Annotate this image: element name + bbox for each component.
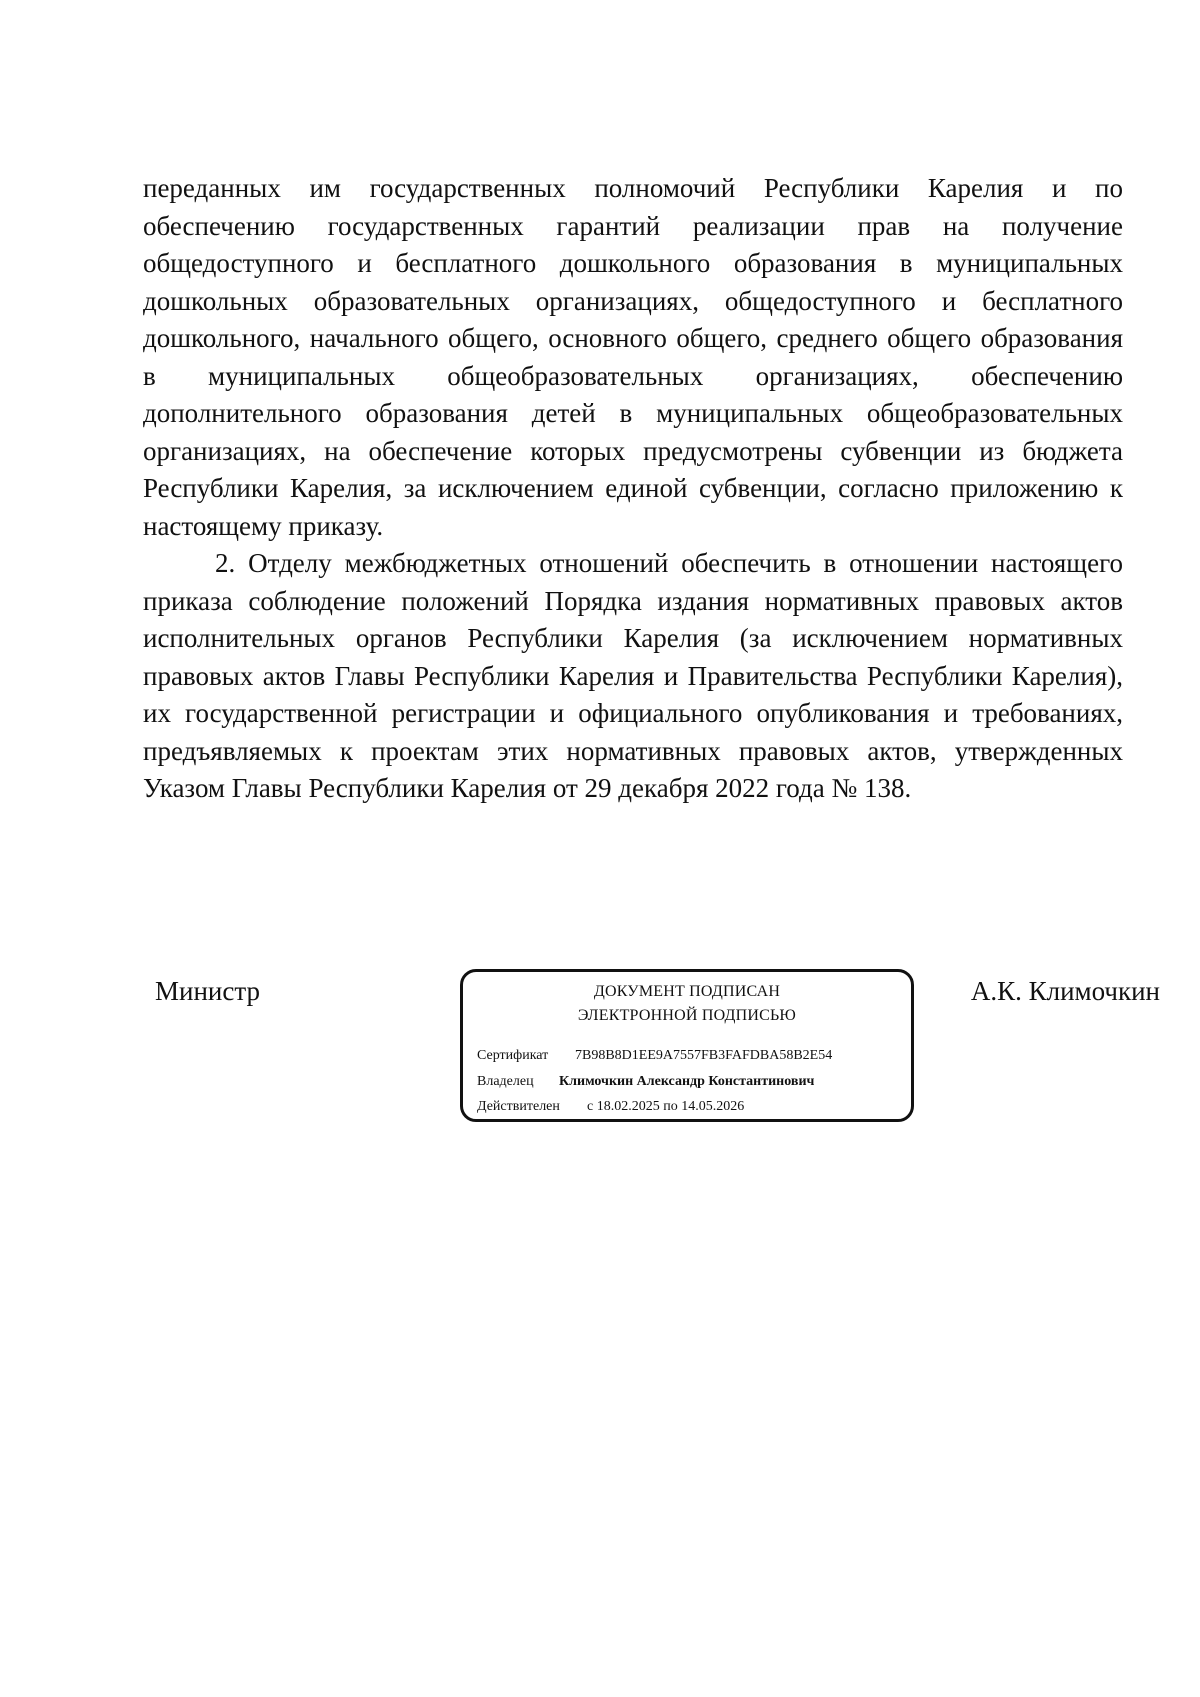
stamp-validity-row	[477, 1098, 744, 1116]
stamp-owner-value: Климочкин Александр Константинович	[559, 1074, 815, 1089]
stamp-owner-label: Владелец	[477, 1074, 534, 1089]
stamp-certificate-value: 7B98B8D1EE9A7557FB3FAFDBA58B2E54	[575, 1048, 833, 1063]
stamp-title-line-1: ДОКУМЕНТ ПОДПИСАН	[593, 983, 781, 1000]
stamp-owner-row	[477, 1073, 814, 1091]
signer-position: Министр	[155, 976, 260, 1006]
paragraph-continuation: переданных им государственных полномочий Республики Карелия и по обеспечению государственных гарантий реализации прав на получение общедоступного и бесплатного дошкольного образования в муниципальных дошкольных образовательных организациях, общедоступного и бесплатного дошкольного, начального общего, основного общего, среднего общего образования в муниципальных общеобразовательных организациях, обеспечению дополнительного образования детей в муниципальных общеобразовательных организациях, на обеспечение которых предусмотрены субвенции из бюджета Республики Карелия, за исключением единой субвенции, согласно приложению к настоящему приказу.	[143, 173, 1123, 541]
stamp-certificate-label: Сертификат	[477, 1048, 549, 1063]
paragraph-item-2: 2. Отделу межбюджетных отношений обеспечить в отношении настоящего приказа соблюдение положений Порядка издания нормативных правовых актов исполнительных органов Республики Карелия (за исключением нормативных правовых актов Главы Республики Карелия и Правительства Республики Карелия), их государственной регистрации и официального опубликования и требованиях, предъявляемых к проектам этих нормативных правовых актов, утвержденных Указом Главы Республики Карелия от 29 декабря 2022 года № 138.	[143, 548, 1123, 803]
document-body	[143, 170, 1123, 808]
stamp-title-line-2: ЭЛЕКТРОННОЙ ПОДПИСЬЮ	[577, 1007, 797, 1024]
electronic-signature-stamp	[460, 969, 914, 1122]
signer-name: А.К. Климочкин	[970, 976, 1160, 1006]
stamp-validity-label: Действителен	[477, 1099, 560, 1114]
stamp-validity-value: с 18.02.2025 по 14.05.2026	[587, 1099, 745, 1114]
stamp-certificate-row	[477, 1047, 832, 1065]
